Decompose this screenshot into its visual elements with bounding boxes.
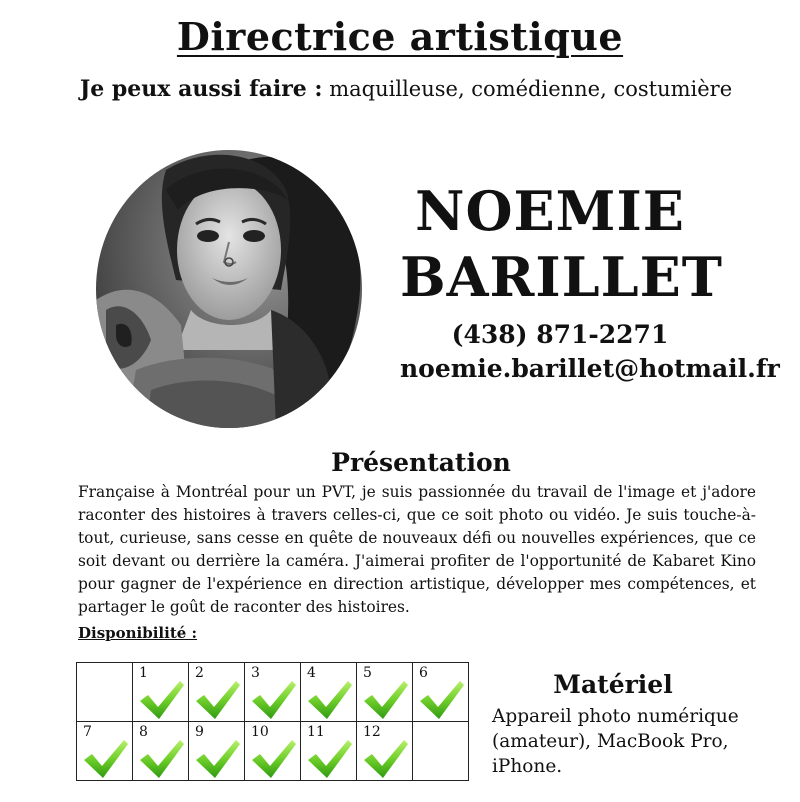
availability-cell	[245, 663, 301, 722]
availability-cell	[413, 663, 469, 722]
first-name: NOEMIE	[415, 179, 685, 243]
checkmark-icon	[306, 677, 354, 721]
day-number: 6	[419, 665, 428, 681]
availability-cell	[189, 663, 245, 722]
checkmark-icon	[194, 736, 242, 780]
day-number: 3	[251, 665, 260, 681]
day-number: 12	[363, 724, 381, 740]
last-name: BARILLET	[400, 245, 723, 309]
presentation-heading: Présentation	[331, 448, 511, 477]
checkmark-icon	[82, 736, 130, 780]
day-number: 5	[363, 665, 372, 681]
phone-number: (438) 871-2271	[451, 320, 669, 349]
availability-cell	[133, 663, 189, 722]
checkmark-icon	[250, 677, 298, 721]
day-number: 10	[251, 724, 269, 740]
availability-cell	[77, 722, 133, 781]
availability-grid	[76, 662, 469, 781]
checkmark-icon	[138, 736, 186, 780]
candidate-name	[400, 178, 723, 310]
availability-cell-empty	[77, 663, 133, 722]
day-number: 9	[195, 724, 204, 740]
availability-cell	[357, 663, 413, 722]
day-number: 4	[307, 665, 316, 681]
checkmark-icon	[138, 677, 186, 721]
checkmark-icon	[194, 677, 242, 721]
availability-cell	[301, 722, 357, 781]
availability-row	[77, 722, 469, 781]
availability-cell	[245, 722, 301, 781]
availability-cell	[189, 722, 245, 781]
availability-cell	[133, 722, 189, 781]
day-number: 1	[139, 665, 148, 681]
also-can-do	[0, 76, 800, 102]
presentation-text: Française à Montréal pour un PVT, je suis passionnée du travail de l'image et j'adore raconter des histoires à travers celles-ci, que ce soit photo ou vidéo. Je suis touche-à-tout, curieuse, sans cesse en quête de nouveaux défi ou nouvelles expériences, que ce soit devant ou derrière la caméra. J'aimerai profiter de l'opportunité de Kabaret Kino pour gagner de l'expérience en direction artistique, développer mes compétences, et partager le goût de raconter des histoires.	[78, 483, 756, 616]
also-can-do-value: maquilleuse, comédienne, costumière	[322, 77, 733, 101]
day-number: 11	[307, 724, 325, 740]
checkmark-icon	[362, 736, 410, 780]
checkmark-icon	[250, 736, 298, 780]
page-title: Directrice artistique	[176, 14, 624, 59]
materiel-text: Appareil photo numérique (amateur), MacBook Pro, iPhone.	[492, 706, 739, 777]
day-number: 2	[195, 665, 204, 681]
portrait-photo	[96, 150, 362, 428]
availability-cell-empty	[413, 722, 469, 781]
day-number: 8	[139, 724, 148, 740]
email-address: noemie.barillet@hotmail.fr	[400, 354, 780, 383]
day-number: 7	[83, 724, 92, 740]
availability-label: Disponibilité :	[78, 624, 198, 642]
availability-cell	[357, 722, 413, 781]
checkmark-icon	[418, 677, 466, 721]
also-can-do-label: Je peux aussi faire :	[79, 76, 323, 102]
availability-row	[77, 663, 469, 722]
materiel-heading: Matériel	[553, 670, 673, 699]
checkmark-icon	[362, 677, 410, 721]
availability-cell	[301, 663, 357, 722]
checkmark-icon	[306, 736, 354, 780]
